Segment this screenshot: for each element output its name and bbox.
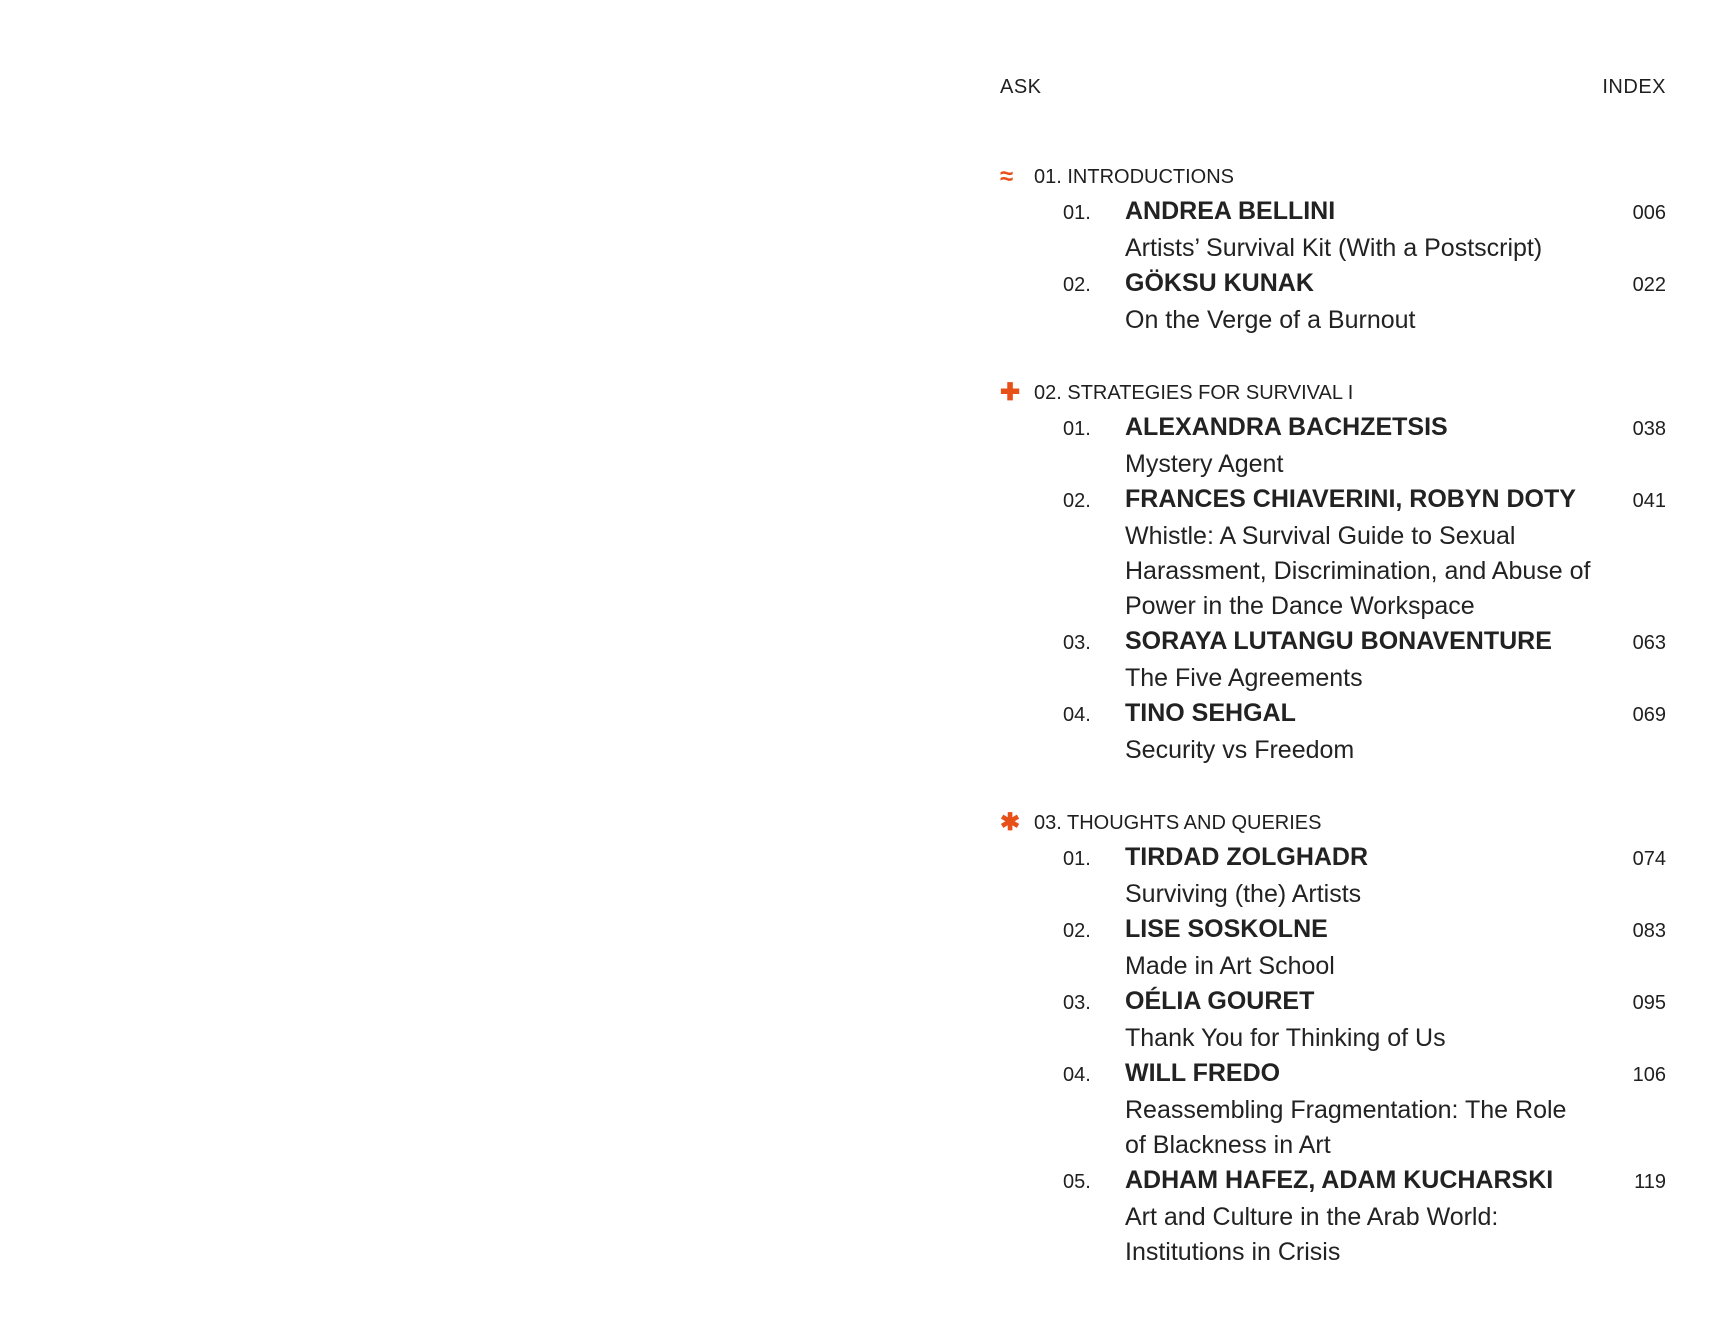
entry-page-number: 106 — [1632, 1064, 1666, 1086]
entry-title: Whistle: A Survival Guide to Sexual Harassment, Discrimination, and Abuse of Power in the Dance Workspace — [1125, 522, 1591, 620]
entry-title: Reassembling Fragmentation: The Role of Blackness in Art — [1125, 1096, 1567, 1159]
entry-number: 02. — [1063, 490, 1091, 512]
entry-author: TINO SEHGAL — [1125, 699, 1296, 727]
entry-title: Artists’ Survival Kit (With a Postscript) — [1125, 234, 1543, 262]
entry-page-number: 022 — [1632, 274, 1666, 296]
header-right-label: INDEX — [1602, 75, 1666, 98]
entry-page-number: 041 — [1632, 490, 1666, 512]
entry-page-number: 063 — [1632, 632, 1666, 654]
toc-section — [1000, 160, 1666, 338]
entry-title: Surviving (the) Artists — [1125, 880, 1362, 908]
entry-author: LISE SOSKOLNE — [1125, 915, 1328, 943]
entry-number: 02. — [1063, 920, 1091, 942]
entry-author: WILL FREDO — [1125, 1059, 1281, 1087]
section-heading: 03. THOUGHTS AND QUERIES — [1034, 811, 1322, 834]
page-header — [1000, 70, 1666, 104]
entry-number: 02. — [1063, 274, 1091, 296]
entry-page-number: 095 — [1632, 992, 1666, 1014]
entry-author: ADHAM HAFEZ, ADAM KUCHARSKI — [1125, 1166, 1554, 1194]
entry-title: Security vs Freedom — [1125, 736, 1355, 764]
entry-number: 01. — [1063, 848, 1091, 870]
entry-page-number: 038 — [1632, 418, 1666, 440]
entry-author: TIRDAD ZOLGHADR — [1125, 843, 1369, 871]
entry-title: On the Verge of a Burnout — [1125, 306, 1416, 334]
entry-title: Made in Art School — [1125, 952, 1335, 980]
entry-number: 01. — [1063, 418, 1091, 440]
entry-author: ALEXANDRA BACHZETSIS — [1125, 413, 1448, 441]
entry-page-number: 074 — [1632, 848, 1666, 870]
entry-author: GÖKSU KUNAK — [1125, 269, 1314, 297]
entry-number: 04. — [1063, 1064, 1091, 1086]
toc-entry — [1000, 912, 1666, 984]
header-left-label: ASK — [1000, 75, 1042, 98]
entry-author: SORAYA LUTANGU BONAVENTURE — [1125, 627, 1552, 655]
asterisk-icon: ✱ — [1000, 809, 1021, 836]
toc-entry — [1000, 482, 1666, 624]
entry-title: The Five Agreements — [1125, 664, 1363, 692]
section-heading: 01. INTRODUCTIONS — [1034, 165, 1235, 188]
entry-number: 03. — [1063, 992, 1091, 1014]
entry-author: FRANCES CHIAVERINI, ROBYN DOTY — [1125, 485, 1576, 513]
toc-entry — [1000, 194, 1666, 266]
entry-number: 03. — [1063, 632, 1091, 654]
entry-page-number: 006 — [1632, 202, 1666, 224]
toc-entry — [1000, 1056, 1666, 1163]
section-heading-row — [1000, 806, 1666, 840]
entry-title: Mystery Agent — [1125, 450, 1284, 478]
approx-icon: ≈ — [1000, 163, 1014, 190]
section-heading-row — [1000, 160, 1666, 194]
toc-section — [1000, 376, 1666, 768]
entry-page-number: 119 — [1634, 1171, 1666, 1193]
table-of-contents — [1000, 160, 1666, 1270]
entry-number: 01. — [1063, 202, 1091, 224]
entry-page-number: 083 — [1632, 920, 1666, 942]
entry-title: Art and Culture in the Arab World: Institutions in Crisis — [1125, 1203, 1499, 1266]
toc-entry — [1000, 696, 1666, 768]
entry-title: Thank You for Thinking of Us — [1125, 1024, 1446, 1052]
toc-entry — [1000, 1163, 1666, 1270]
toc-entry — [1000, 410, 1666, 482]
entry-number: 04. — [1063, 704, 1091, 726]
index-page — [1000, 70, 1666, 1308]
entry-author: OÉLIA GOURET — [1125, 987, 1315, 1015]
entry-number: 05. — [1063, 1171, 1091, 1193]
toc-entry — [1000, 984, 1666, 1056]
toc-entry — [1000, 840, 1666, 912]
section-heading-row — [1000, 376, 1666, 410]
plus-icon: ✚ — [1000, 379, 1021, 406]
toc-entry — [1000, 266, 1666, 338]
entry-page-number: 069 — [1632, 704, 1666, 726]
toc-entry — [1000, 624, 1666, 696]
toc-section — [1000, 806, 1666, 1270]
entry-author: ANDREA BELLINI — [1125, 197, 1336, 225]
section-heading: 02. STRATEGIES FOR SURVIVAL I — [1034, 381, 1354, 404]
